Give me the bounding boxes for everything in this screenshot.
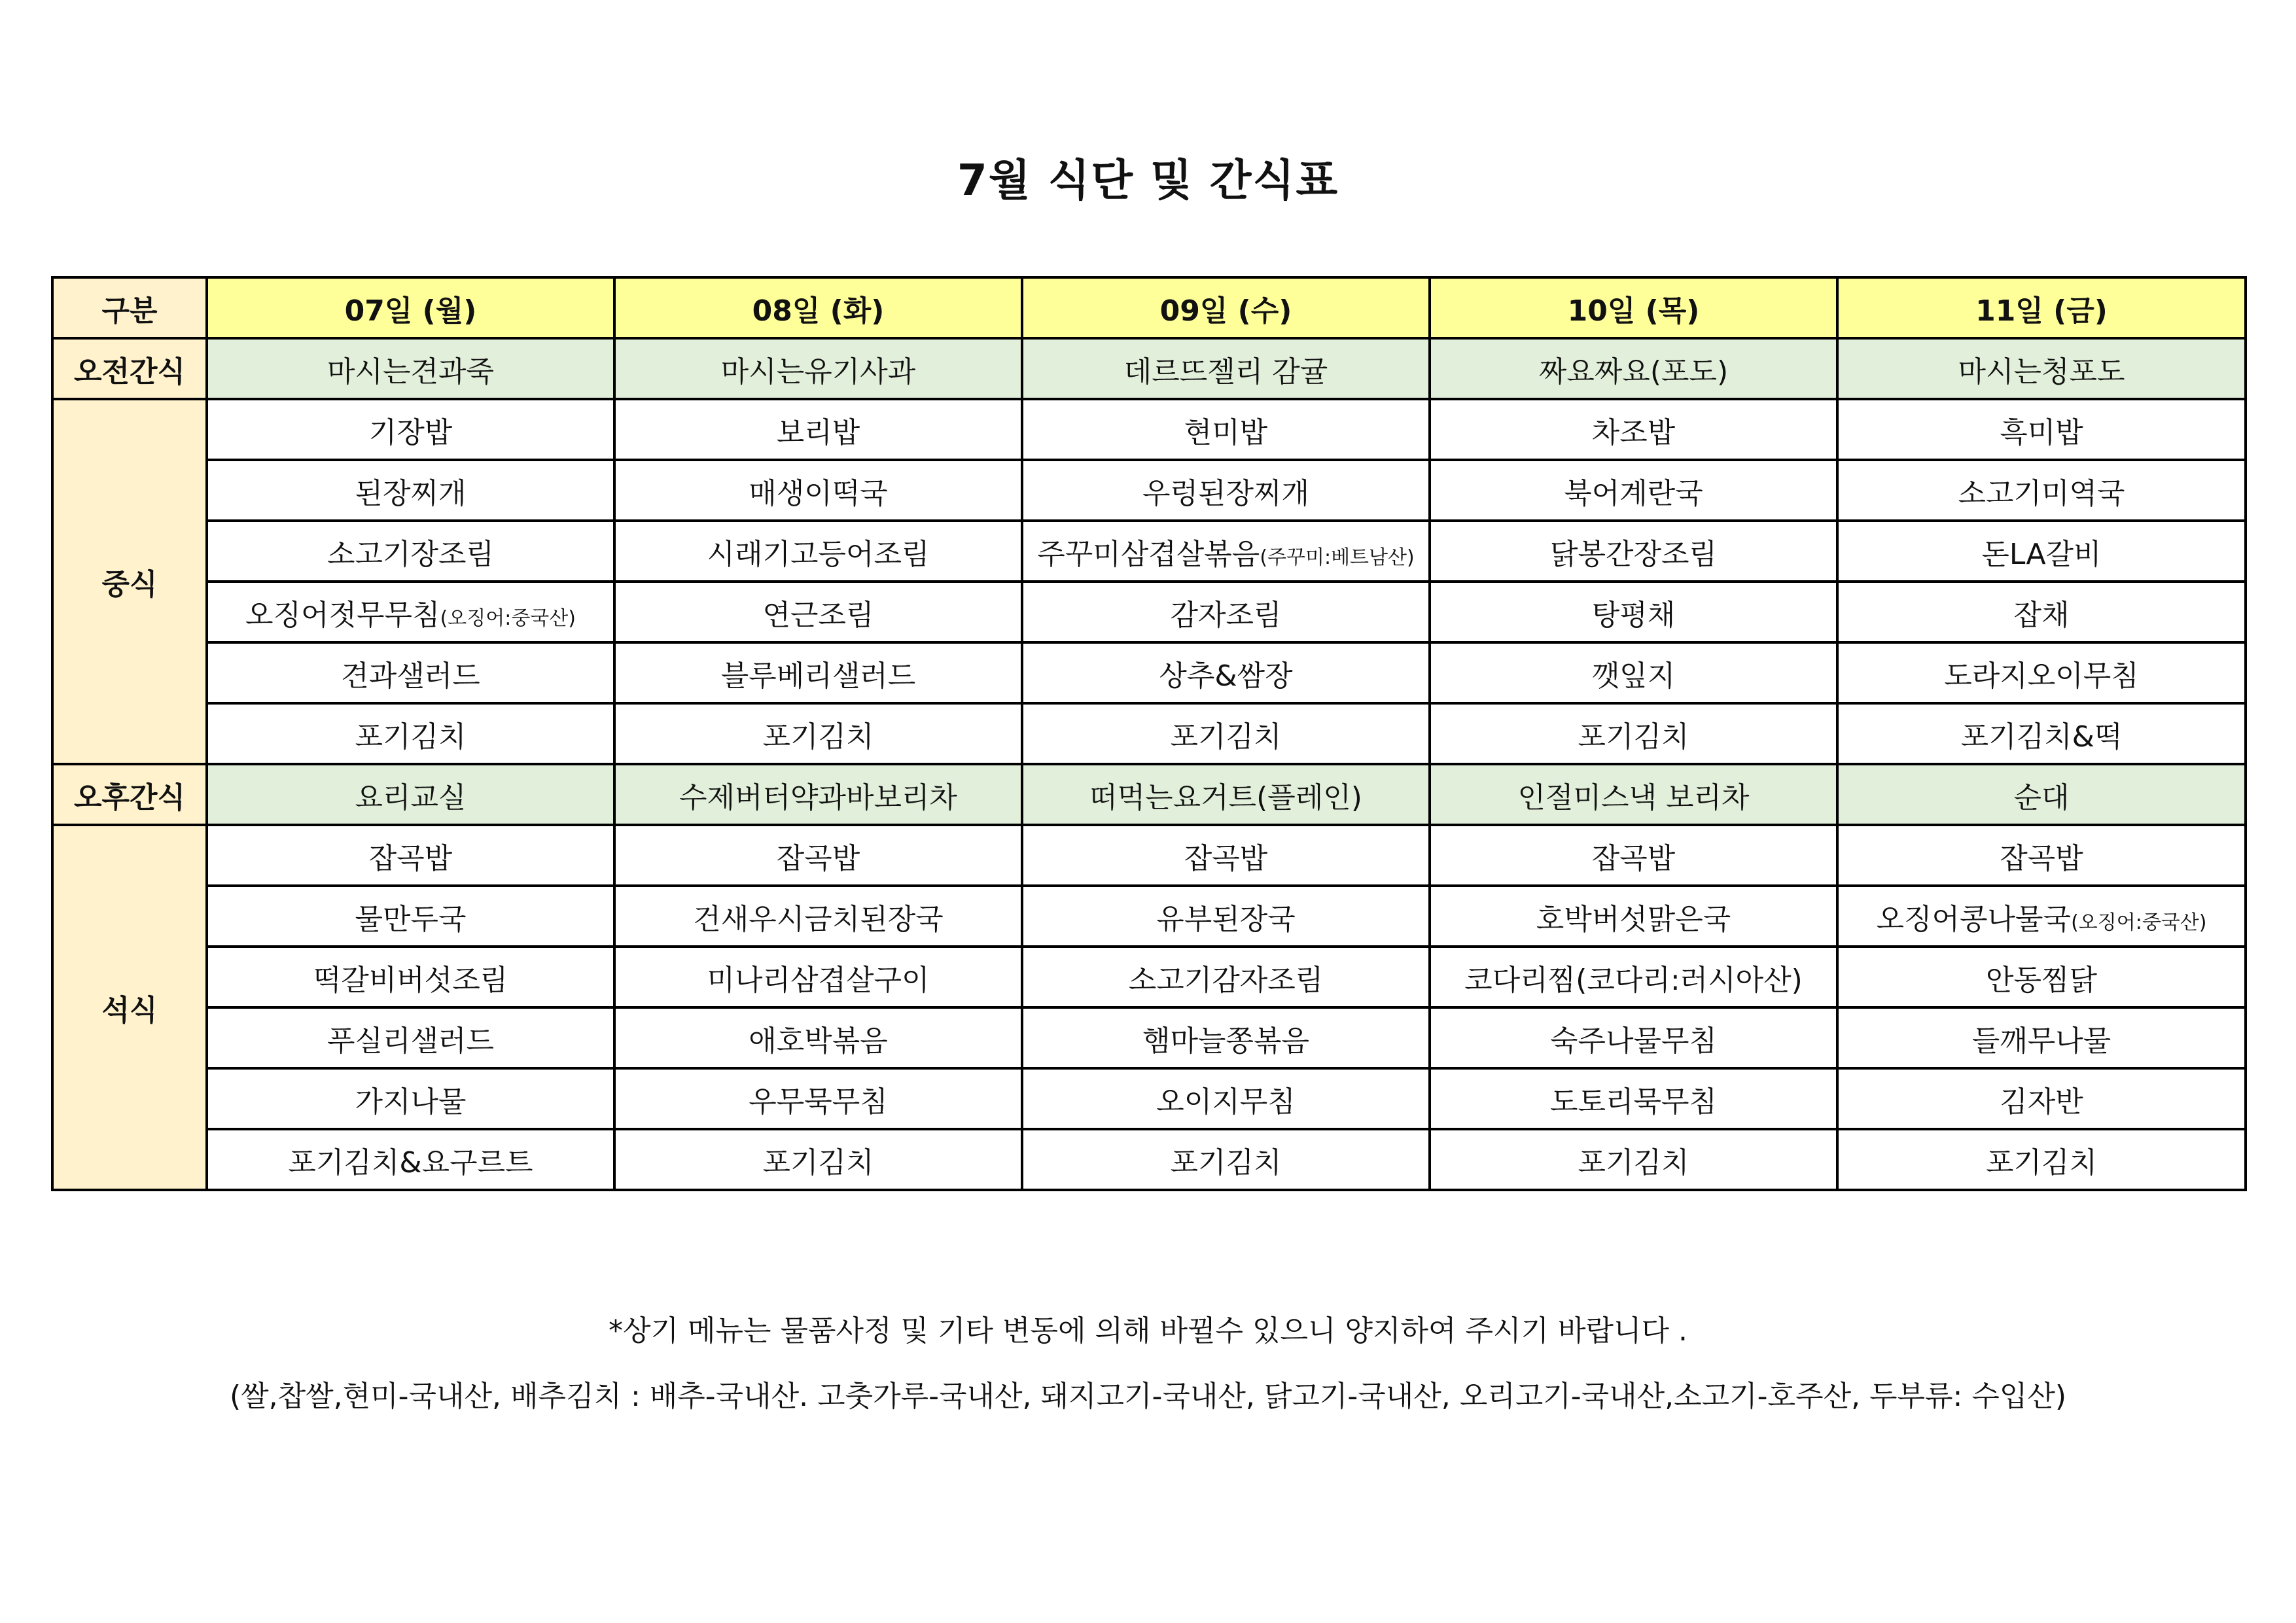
dish-name: 주꾸미삼겹살볶음 [1037,537,1260,571]
dish-name: 소고기미역국 [1958,476,2125,510]
menu-cell [207,582,614,642]
dish-name: 푸실리샐러드 [327,1024,495,1058]
dish-name: 포기김치 [1985,1145,2097,1179]
dish-name: 숙주나물무침 [1549,1024,1718,1058]
menu-cell [1837,582,2246,642]
dish-name: 돈LA갈비 [1981,537,2102,571]
menu-cell [1837,1129,2246,1190]
menu-cell: 짜요짜요(포도) [1430,338,1837,399]
menu-cell [1430,1007,1837,1068]
dish-name: 포기김치 [1170,1145,1282,1179]
category-label: 중식 [52,399,207,764]
menu-cell [1837,886,2246,947]
dish-name: 포기김치 [1170,720,1282,754]
page-title: 7월 식단 및 간식표 [957,155,1339,205]
dish-name: 오징어콩나물국 [1876,902,2072,936]
menu-cell [1430,703,1837,764]
dinner-row [52,1129,2246,1190]
category-label: 오전간식 [52,338,207,399]
menu-cell [1837,399,2246,460]
origin-note: (오징어:중국산) [2071,911,2207,934]
menu-cell [207,1129,614,1190]
dish-name: 호박버섯맑은국 [1536,902,1731,936]
lunch-row [52,642,2246,703]
dish-name: 포기김치 [762,1145,874,1179]
dish-name: 잡곡밥 [2000,841,2083,875]
menu-cell [1430,460,1837,521]
menu-cell [1837,460,2246,521]
dish-name: 들깨무나물 [1971,1024,2111,1058]
dish-name: 보리밥 [776,415,860,449]
menu-cell [1837,1007,2246,1068]
dish-name: 우렁된장찌개 [1142,476,1310,510]
lunch-row [52,521,2246,582]
menu-cell: 떠먹는요거트(플레인) [1022,764,1430,825]
menu-cell [1430,947,1837,1007]
menu-cell [1022,521,1430,582]
menu-cell [1022,582,1430,642]
menu-cell [207,642,614,703]
dish-name: 깻잎지 [1591,659,1676,693]
menu-cell: 마시는견과죽 [207,338,614,399]
menu-cell: 인절미스낵 보리차 [1430,764,1837,825]
dish-name: 오징어젓무무침 [245,598,440,632]
menu-cell: 마시는청포도 [1837,338,2246,399]
dish-name: 포기김치 [355,720,467,754]
menu-cell: 순대 [1837,764,2246,825]
morning-snack-row [52,338,2246,399]
menu-cell [1837,521,2246,582]
day-header: 08일 (화) [614,277,1022,338]
menu-cell [614,947,1022,1007]
dish-name: 흑미밥 [2000,415,2083,449]
menu-cell [207,521,614,582]
menu-cell [1430,582,1837,642]
origin-notice: (쌀,찹쌀,현미-국내산, 배추김치 : 배추-국내산. 고춧가루-국내산, 돼지고기-국내산, 닭고기-국내산, 오리고기-국내산,소고기-호주산, 두부류: 수입산) [229,1380,2067,1413]
category-label: 오후간식 [52,764,207,825]
menu-cell [207,825,614,886]
dish-name: 도토리묵무침 [1549,1085,1718,1119]
dish-name: 잡곡밥 [1184,841,1268,875]
dish-name: 코다리찜(코다리:러시아산) [1464,963,1803,997]
dish-name: 오이지무침 [1156,1085,1296,1119]
menu-cell [1837,1068,2246,1129]
dish-name: 잡채 [2013,598,2070,632]
menu-cell [1022,703,1430,764]
dish-name: 도라지오이무침 [1944,659,2139,693]
afternoon-snack-row [52,764,2246,825]
menu-cell [1022,886,1430,947]
menu-cell [1430,399,1837,460]
menu-cell [207,1068,614,1129]
dish-name: 기장밥 [368,415,453,449]
menu-cell [1430,825,1837,886]
menu-cell [207,703,614,764]
dish-name: 유부된장국 [1156,902,1296,936]
lunch-row [52,703,2246,764]
menu-cell [1022,399,1430,460]
dish-name: 애호박볶음 [749,1024,888,1058]
menu-cell [1430,1068,1837,1129]
menu-cell [207,947,614,1007]
dish-name: 물만두국 [355,902,467,936]
day-header: 11일 (금) [1837,277,2246,338]
menu-cell [1430,1129,1837,1190]
menu-cell [614,886,1022,947]
change-notice: *상기 메뉴는 물품사정 및 기타 변동에 의해 바뀔수 있으니 양지하여 주시기 바랍니다 . [609,1314,1687,1348]
lunch-row [52,582,2246,642]
menu-cell [614,703,1022,764]
dish-name: 북어계란국 [1564,476,1703,510]
menu-cell [614,521,1022,582]
dish-name: 김자반 [2000,1085,2083,1119]
dinner-row [52,1068,2246,1129]
dish-name: 햄마늘쫑볶음 [1142,1024,1310,1058]
menu-cell: 마시는유기사과 [614,338,1022,399]
dish-name: 포기김치 [1578,1145,1689,1179]
menu-cell [614,1129,1022,1190]
dish-name: 탕평채 [1591,598,1676,632]
dish-name: 소고기장조림 [327,537,495,571]
day-header: 10일 (목) [1430,277,1837,338]
dinner-row [52,1007,2246,1068]
menu-cell [614,825,1022,886]
dish-name: 포기김치 [762,720,874,754]
menu-cell [1022,1068,1430,1129]
dish-name: 미나리삼겹살구이 [707,963,930,997]
dinner-row [52,886,2246,947]
menu-cell: 데르뜨젤리 감귤 [1022,338,1430,399]
dish-name: 블루베리샐러드 [720,659,916,693]
dish-name: 상추&쌈장 [1159,659,1293,693]
lunch-row [52,399,2246,460]
category-header: 구분 [52,277,207,338]
dish-name: 닭봉간장조림 [1549,537,1718,571]
menu-cell [207,399,614,460]
dish-name: 잡곡밥 [368,841,453,875]
menu-cell [1430,886,1837,947]
origin-note: (주꾸미:베트남산) [1260,546,1415,569]
menu-cell [207,886,614,947]
dish-name: 소고기감자조림 [1128,963,1324,997]
dish-name: 매생이떡국 [749,476,888,510]
menu-cell [1022,825,1430,886]
dish-name: 가지나물 [355,1085,467,1119]
dish-name: 차조밥 [1591,415,1676,449]
menu-cell [1837,642,2246,703]
dish-name: 안동찜닭 [1985,963,2097,997]
lunch-row [52,460,2246,521]
menu-cell [614,399,1022,460]
menu-cell [1837,947,2246,1007]
menu-cell [1430,521,1837,582]
day-header: 07일 (월) [207,277,614,338]
menu-cell [1837,825,2246,886]
menu-cell [1430,642,1837,703]
menu-cell [1022,642,1430,703]
menu-cell [1022,1007,1430,1068]
menu-cell [614,460,1022,521]
menu-cell [614,1068,1022,1129]
dish-name: 된장찌개 [355,476,467,510]
menu-cell: 수제버터약과바보리차 [614,764,1022,825]
category-label: 석식 [52,825,207,1190]
header-row [52,277,2246,338]
dish-name: 감자조림 [1170,598,1282,632]
menu-cell: 요리교실 [207,764,614,825]
origin-note: (오징어:중국산) [440,606,576,630]
dish-name: 우무묵무침 [749,1085,888,1119]
dinner-row [52,825,2246,886]
dish-name: 잡곡밥 [776,841,860,875]
menu-cell [1837,703,2246,764]
menu-cell [207,1007,614,1068]
dish-name: 포기김치&요구르트 [288,1145,533,1179]
dish-name: 견과샐러드 [341,659,480,693]
dish-name: 현미밥 [1184,415,1268,449]
dish-name: 떡갈비버섯조림 [313,963,508,997]
dish-name: 잡곡밥 [1591,841,1676,875]
menu-cell [614,1007,1022,1068]
menu-cell [614,642,1022,703]
dish-name: 연근조림 [762,598,874,632]
dish-name: 건새우시금치된장국 [693,902,944,936]
meal-table [51,276,2247,1191]
day-header: 09일 (수) [1022,277,1430,338]
menu-cell [1022,460,1430,521]
dish-name: 포기김치&떡 [1960,720,2123,754]
menu-cell [1022,947,1430,1007]
dish-name: 시래기고등어조림 [707,537,930,571]
dish-name: 포기김치 [1578,720,1689,754]
menu-cell [207,460,614,521]
menu-cell [1022,1129,1430,1190]
menu-cell [614,582,1022,642]
dinner-row [52,947,2246,1007]
